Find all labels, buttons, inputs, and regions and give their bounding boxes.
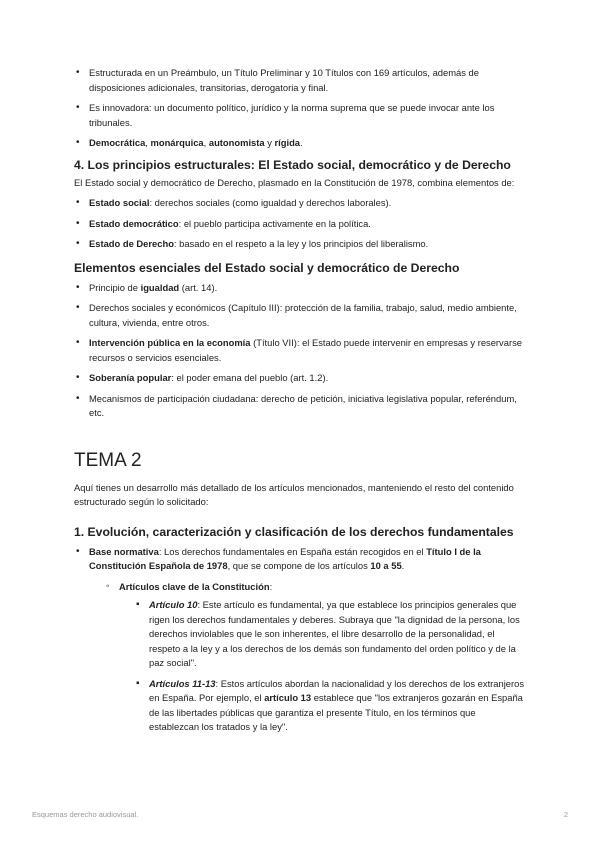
item-text: , bbox=[203, 137, 209, 148]
item-text: Estructurada en un Preámbulo, un Título Preliminar y 10 Títulos con 169 artículos, además de disposiciones adicionales, transitorias, derogatoria y final. bbox=[89, 67, 479, 93]
item-text: , que se compone de los artículos bbox=[227, 560, 371, 571]
item-bold: Artículos clave de la Constitución bbox=[119, 580, 270, 592]
item-bold: Artículos 11-13 bbox=[149, 677, 216, 689]
item-bold: Artículo 10 bbox=[149, 599, 198, 610]
footer-title: Esquemas derecho audiovisual. bbox=[32, 810, 139, 819]
list-item bbox=[134, 598, 526, 671]
item-text: Mecanismos de participación ciudadana: derecho de petición, iniciativa legislativa popular, referéndum, etc. bbox=[89, 392, 517, 418]
item-text: (Título VII): el Estado puede intervenir en empresas y reservarse recursos o servicios esenciales. bbox=[89, 337, 522, 363]
item-text: (art. 14). bbox=[179, 281, 218, 293]
nested-list bbox=[104, 580, 526, 735]
item-bold: artículo 13 bbox=[264, 692, 312, 703]
list-item bbox=[74, 371, 526, 386]
list-item bbox=[74, 336, 526, 365]
item-text: : Estos artículos abordan la nacionalidad y los derechos de los extranjeros en España. Por ejemplo, el bbox=[149, 677, 525, 703]
item-bold: Estado social bbox=[89, 197, 150, 208]
item-text: : el poder emana del pueblo (art. 1.2). bbox=[171, 372, 329, 383]
item-text: . bbox=[401, 560, 405, 571]
page-number: 2 bbox=[563, 810, 568, 819]
section-heading: 4. Los principios estructurales: El Estado social, democrático y de Derecho bbox=[74, 157, 511, 172]
list-item bbox=[74, 392, 526, 421]
item-text: , bbox=[145, 137, 151, 148]
page-content bbox=[74, 66, 526, 741]
item-bold: Título I de la Constitución Española de 1978 bbox=[89, 545, 481, 571]
list-item bbox=[104, 580, 526, 735]
section-intro: El Estado social y democrático de Derecho, plasmado en la Constitución de 1978, combina elementos de: bbox=[74, 176, 515, 188]
articles-list bbox=[134, 598, 526, 735]
list-item bbox=[74, 217, 526, 232]
item-text: Derechos sociales y económicos (Capítulo III): protección de la familia, trabajo, salud, medio ambiente, cultura, vivienda, entre otros. bbox=[89, 302, 517, 328]
list-item bbox=[134, 677, 526, 735]
section-intro: Aquí tienes un desarrollo más detallado de los artículos mencionados, manteniendo el resto del contenido estructurado según lo solicitado: bbox=[74, 481, 514, 507]
list-item bbox=[74, 101, 526, 130]
item-bold: autonomista bbox=[208, 137, 265, 148]
list-item bbox=[74, 196, 526, 211]
list-item bbox=[74, 136, 526, 151]
item-bold: monárquica bbox=[150, 137, 204, 148]
item-bold: Intervención pública en la economía bbox=[89, 337, 251, 348]
item-bold: Estado de Derecho bbox=[89, 238, 174, 249]
item-text: : Los derechos fundamentales en España están recogidos en el bbox=[158, 545, 427, 557]
item-text: : el pueblo participa activamente en la política. bbox=[178, 217, 371, 229]
item-text: : bbox=[269, 580, 273, 592]
item-bold: rígida bbox=[274, 137, 301, 148]
item-bold: Democrática bbox=[89, 137, 146, 148]
item-text: : Este artículo es fundamental, ya que establece los principios generales que rigen los derechos fundamentales y deberes. Subraya que "la dignidad de la persona, los derechos inviolables que le son inherentes, el libre desarrollo de la personalidad, el respeto a la ley y a los derechos de los demás son fundamento del orden político y de la paz social". bbox=[149, 599, 520, 668]
item-bold: Soberanía popular bbox=[89, 372, 172, 383]
list-item bbox=[74, 545, 526, 735]
item-text: Principio de bbox=[89, 281, 141, 293]
list-item bbox=[74, 301, 526, 330]
item-text: establece que "los extranjeros gozarán en España de las libertades públicas que garantiza el presente Título, en los términos que establezcan los tratados y la ley". bbox=[149, 692, 523, 732]
page-title: TEMA 2 bbox=[74, 449, 142, 471]
item-bold: Estado democrático bbox=[89, 217, 179, 229]
elements-list bbox=[74, 281, 526, 421]
list-item bbox=[74, 281, 526, 296]
item-bold: Base normativa bbox=[89, 545, 159, 557]
constitution-features-list bbox=[74, 66, 526, 151]
item-bold: igualdad bbox=[140, 281, 180, 293]
item-bold: 10 a 55 bbox=[370, 560, 402, 571]
item-text: : basado en el respeto a la ley y los principios del liberalismo. bbox=[173, 238, 429, 249]
item-text: : derechos sociales (como igualdad y derechos laborales). bbox=[149, 197, 392, 208]
item-text: . bbox=[300, 137, 303, 148]
list-item bbox=[74, 237, 526, 252]
section-heading: 1. Evolución, caracterización y clasificación de los derechos fundamentales bbox=[74, 524, 514, 539]
page-footer bbox=[32, 810, 568, 819]
list-item bbox=[74, 66, 526, 95]
item-text: Es innovadora: un documento político, jurídico y la norma suprema que se puede invocar ante los tribunales. bbox=[89, 102, 495, 128]
item-text: y bbox=[264, 137, 275, 148]
section-heading: Elementos esenciales del Estado social y democrático de Derecho bbox=[74, 260, 460, 275]
rights-list bbox=[74, 545, 526, 735]
principles-list bbox=[74, 196, 526, 252]
